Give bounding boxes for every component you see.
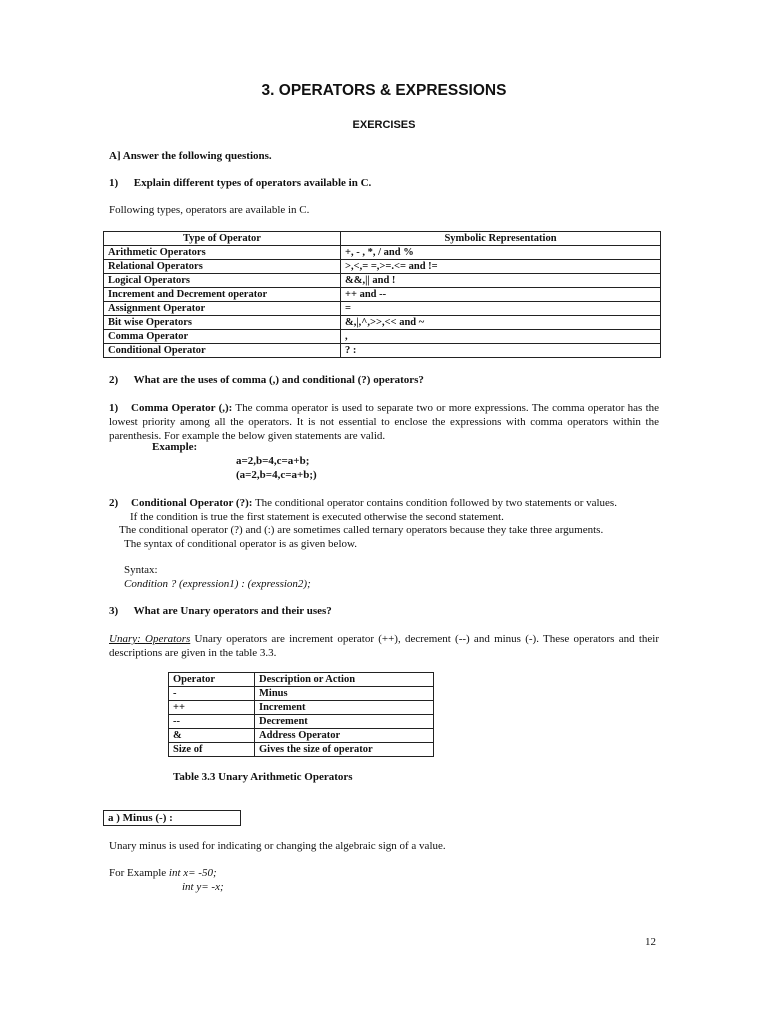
conditional-number: 2) [109, 497, 119, 509]
table-row [169, 687, 434, 701]
minus-example-2: int y= -x; [182, 881, 224, 893]
table-cell: Comma Operator [104, 330, 341, 344]
table-row [169, 701, 434, 715]
table-cell: Assignment Operator [104, 302, 341, 316]
unary-label-1: Unary [109, 633, 138, 645]
table-header: Operator [169, 673, 255, 687]
table-row [169, 715, 434, 729]
syntax-expression: Condition ? (expression1) : (expression2); [124, 578, 311, 590]
table-cell: Size of [169, 743, 255, 757]
table-caption: Table 3.3 Unary Arithmetic Operators [173, 771, 353, 783]
table-cell: Relational Operators [104, 260, 341, 274]
table-header: Type of Operator [104, 232, 341, 246]
comma-text: The comma operator is used to separate two or more expressions. The comma operator has the lowest priority among all the operators. It is not essential to enclose the expressions with comma operators within the parenthesis. For example the below given statements are valid. [109, 402, 660, 442]
operator-types-table [103, 231, 661, 358]
table-cell: Gives the size of operator [255, 743, 434, 757]
table-cell: Bit wise Operators [104, 316, 341, 330]
table-cell: >,<,= =,>=.<= and != [341, 260, 661, 274]
table-cell: , [341, 330, 661, 344]
table-row [169, 729, 434, 743]
table-cell: Increment [255, 701, 434, 715]
table-cell: ++ and -- [341, 288, 661, 302]
table-cell: +, - , *, / and % [341, 246, 661, 260]
table-cell: ? : [341, 344, 661, 358]
table-cell: -- [169, 715, 255, 729]
table-row [169, 743, 434, 757]
question-1-number: 1) [109, 177, 119, 189]
table-header: Symbolic Representation [341, 232, 661, 246]
table-cell: Arithmetic Operators [104, 246, 341, 260]
conditional-heading: Conditional Operator (?): [131, 497, 253, 509]
minus-description: Unary minus is used for indicating or changing the algebraic sign of a value. [109, 840, 446, 852]
comma-example-1: a=2,b=4,c=a+b; [236, 455, 310, 467]
comma-operator-paragraph [109, 401, 659, 443]
table-header-row [169, 673, 434, 687]
question-3-number: 3) [109, 605, 119, 617]
minus-heading: a ) Minus (-) : [103, 810, 241, 826]
table-cell: & [169, 729, 255, 743]
table-cell: = [341, 302, 661, 316]
question-3-text: What are Unary operators and their uses? [133, 605, 332, 617]
comma-example-2: (a=2,b=4,c=a+b;) [236, 469, 317, 481]
page-number: 12 [645, 936, 656, 948]
question-1 [109, 177, 371, 189]
table-cell: ++ [169, 701, 255, 715]
minus-example-1: int x= -50; [168, 867, 217, 879]
table-cell: &,|,^,>>,<< and ~ [341, 316, 661, 330]
table-header-row [104, 232, 661, 246]
table-row [104, 316, 661, 330]
table-row [104, 260, 661, 274]
section-a-heading: A] Answer the following questions. [109, 150, 272, 162]
conditional-line-3: The conditional operator (?) and (:) are sometimes called ternary operators because they take three arguments. [119, 524, 604, 536]
unary-text: Unary operators are increment operator (++), decrement (--) and minus (-). These operators and their descriptions are given in the table 3.3. [109, 633, 659, 659]
conditional-text: The conditional operator contains condition followed by two statements or values. [252, 497, 617, 509]
table-cell: Minus [255, 687, 434, 701]
table-cell: Logical Operators [104, 274, 341, 288]
question-1-intro: Following types, operators are available in C. [109, 204, 310, 216]
table-row [104, 274, 661, 288]
comma-example-label: Example: [152, 441, 198, 453]
minus-example-line-1 [109, 867, 217, 879]
minus-example-label: For Example [109, 867, 169, 879]
question-2-number: 2) [109, 374, 119, 386]
table-row [104, 288, 661, 302]
conditional-operator-paragraph [109, 496, 661, 510]
table-cell: &&,|| and ! [341, 274, 661, 288]
table-row [104, 330, 661, 344]
unary-label-2: Operators [145, 633, 191, 645]
page-title: 3. OPERATORS & EXPRESSIONS [261, 82, 507, 99]
comma-number: 1) [109, 402, 119, 414]
unary-operators-table [168, 672, 434, 757]
table-cell: Conditional Operator [104, 344, 341, 358]
table-cell: Decrement [255, 715, 434, 729]
table-row [104, 246, 661, 260]
table-cell: Increment and Decrement operator [104, 288, 341, 302]
unary-operators-paragraph: Unary: Operators Unary operators are increment operator (++), decrement (--) and minus (-). These operators and their descriptions are given in the table 3.3. [109, 633, 659, 659]
conditional-line-4: The syntax of conditional operator is as given below. [124, 538, 357, 550]
table-row [104, 302, 661, 316]
table-header: Description or Action [255, 673, 434, 687]
conditional-line-2: If the condition is true the first statement is executed otherwise the second statement. [130, 511, 504, 523]
table-cell: Address Operator [255, 729, 434, 743]
question-1-text: Explain different types of operators available in C. [133, 177, 372, 189]
table-row [104, 344, 661, 358]
table-cell: - [169, 687, 255, 701]
syntax-label: Syntax: [124, 564, 158, 576]
comma-heading: Comma Operator (,): [131, 402, 233, 414]
question-2-text: What are the uses of comma (,) and conditional (?) operators? [133, 374, 424, 386]
exercises-heading: EXERCISES [352, 119, 416, 131]
question-3 [109, 605, 332, 617]
question-2 [109, 374, 424, 386]
